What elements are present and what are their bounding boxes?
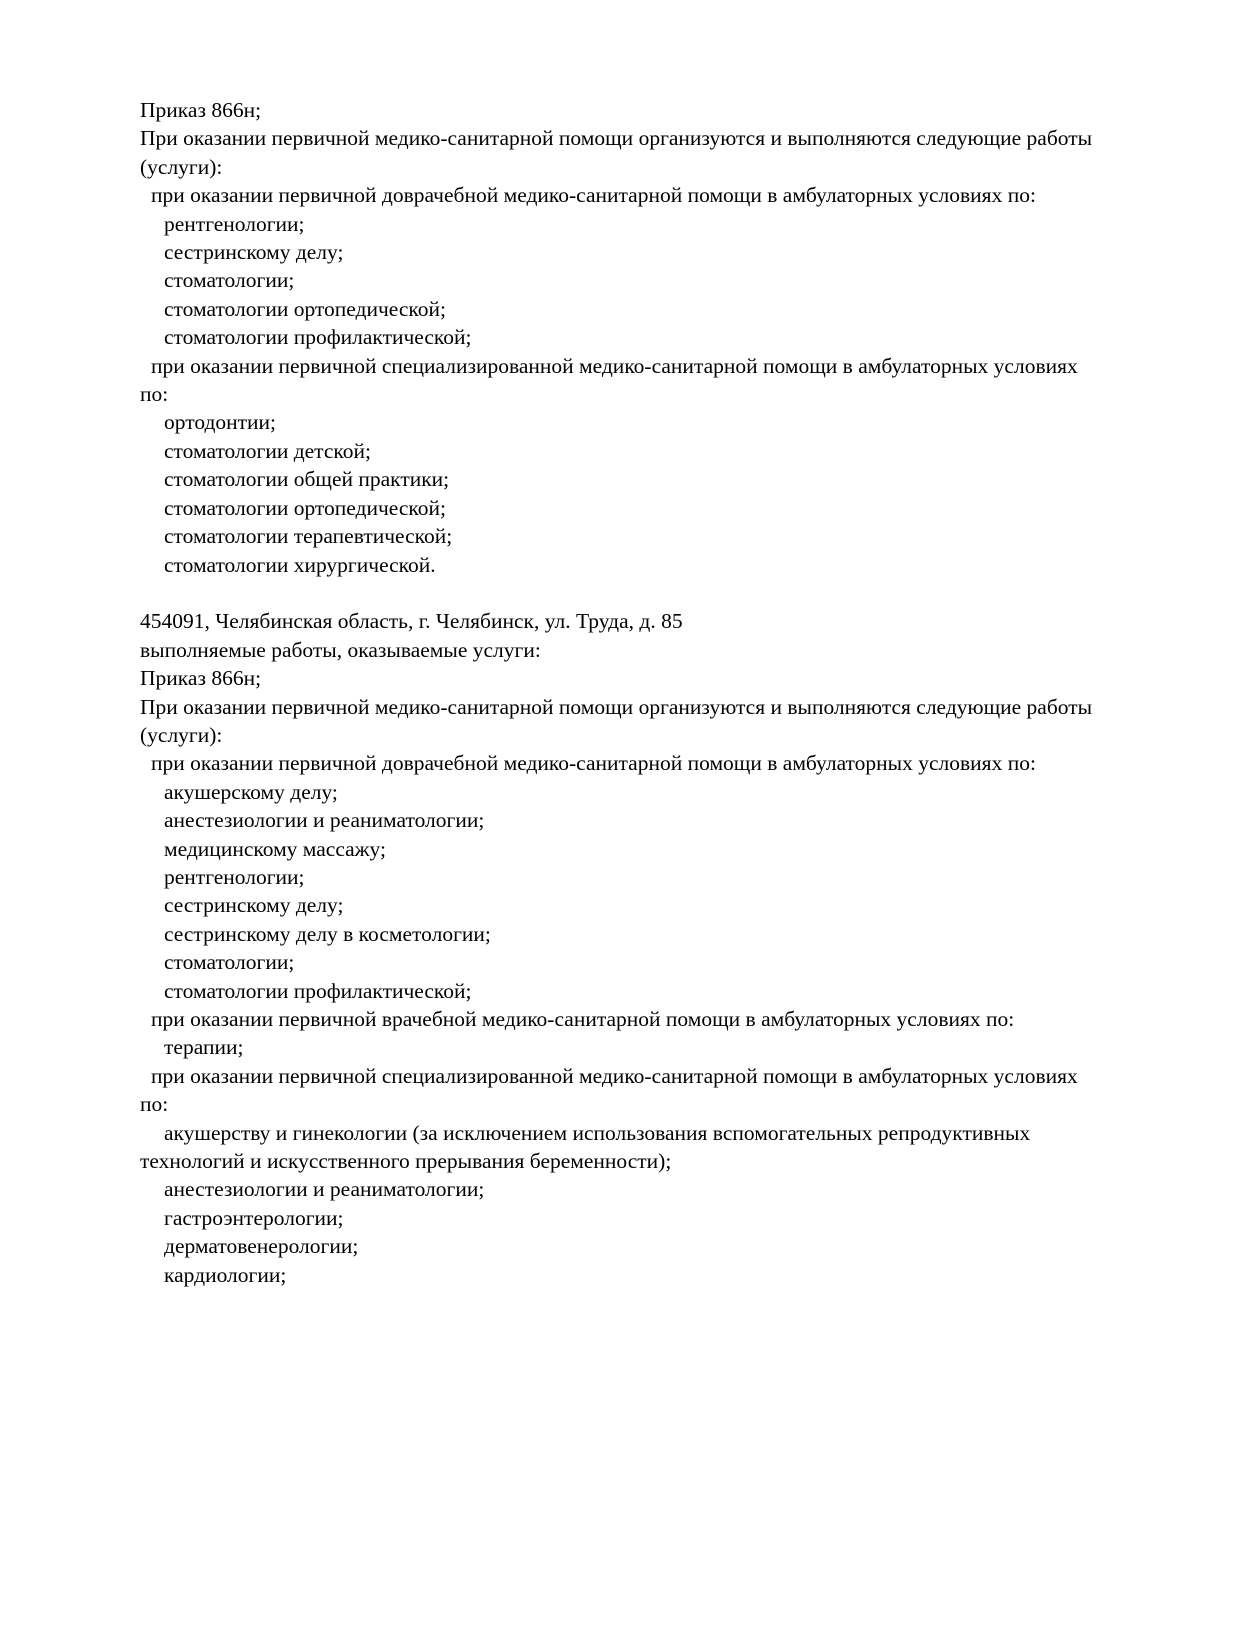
license-text-block (140, 96, 1110, 1289)
text-line: Приказ 866н; (140, 98, 262, 122)
text-line: при оказании первичной врачебной медико-санитарной помощи в амбулаторных условиях по: (151, 1006, 1015, 1031)
text-line: ортодонтии; (164, 410, 277, 435)
text-line: рентгенологии; (164, 211, 305, 236)
text-line: стоматологии детской; (164, 438, 371, 463)
text-line: анестезиологии и реаниматологии; (164, 808, 485, 833)
text-line: анестезиологии и реаниматологии; (164, 1177, 485, 1202)
text-line: дерматовенерологии; (164, 1234, 359, 1259)
text-line: при оказании первичной доврачебной медико-санитарной помощи в амбулаторных условиях по: (151, 183, 1036, 208)
text-line: 454091, Челябинская область, г. Челябинск, ул. Труда, д. 85 (140, 609, 683, 634)
text-line: стоматологии ортопедической; (164, 495, 447, 520)
text-line: стоматологии хирургической. (164, 552, 436, 577)
text-line: сестринскому делу в косметологии; (164, 921, 491, 946)
text-line: гастроэнтерологии; (164, 1205, 344, 1230)
text-line: при оказании первичной специализированной медико-санитарной помощи в амбулаторных условиях по: (140, 353, 1084, 407)
text-line: стоматологии профилактической; (164, 978, 472, 1003)
text-line: стоматологии; (164, 950, 295, 975)
text-line: сестринскому делу; (164, 893, 344, 918)
text-line: при оказании первичной специализированной медико-санитарной помощи в амбулаторных условиях по: (140, 1063, 1084, 1117)
text-line: стоматологии профилактической; (164, 325, 472, 350)
text-line: кардиологии; (164, 1262, 287, 1287)
text-line: рентгенологии; (164, 864, 305, 889)
text-line: стоматологии терапевтической; (164, 524, 453, 549)
text-line: медицинскому массажу; (164, 836, 386, 861)
text-line: терапии; (164, 1035, 244, 1060)
text-line: при оказании первичной доврачебной медико-санитарной помощи в амбулаторных условиях по: (151, 751, 1036, 776)
text-line: Приказ 866н; (140, 666, 262, 691)
text-line: При оказании первичной медико-санитарной помощи организуются и выполняются следующие работы (услуги): (140, 126, 1098, 179)
text-line: акушерскому делу; (164, 779, 338, 804)
text-line: стоматологии общей практики; (164, 467, 450, 492)
blank-line (140, 579, 1110, 607)
text-line: При оказании первичной медико-санитарной помощи организуются и выполняются следующие работы (услуги): (140, 694, 1098, 747)
text-line: выполняемые работы, оказываемые услуги: (140, 637, 541, 662)
text-line: стоматологии ортопедической; (164, 296, 447, 321)
text-line: стоматологии; (164, 268, 295, 293)
text-line: акушерству и гинекологии (за исключением использования вспомогательных репродуктивных технологий и искусственного прерывания беременности); (140, 1120, 1036, 1174)
text-line: сестринскому делу; (164, 240, 344, 265)
